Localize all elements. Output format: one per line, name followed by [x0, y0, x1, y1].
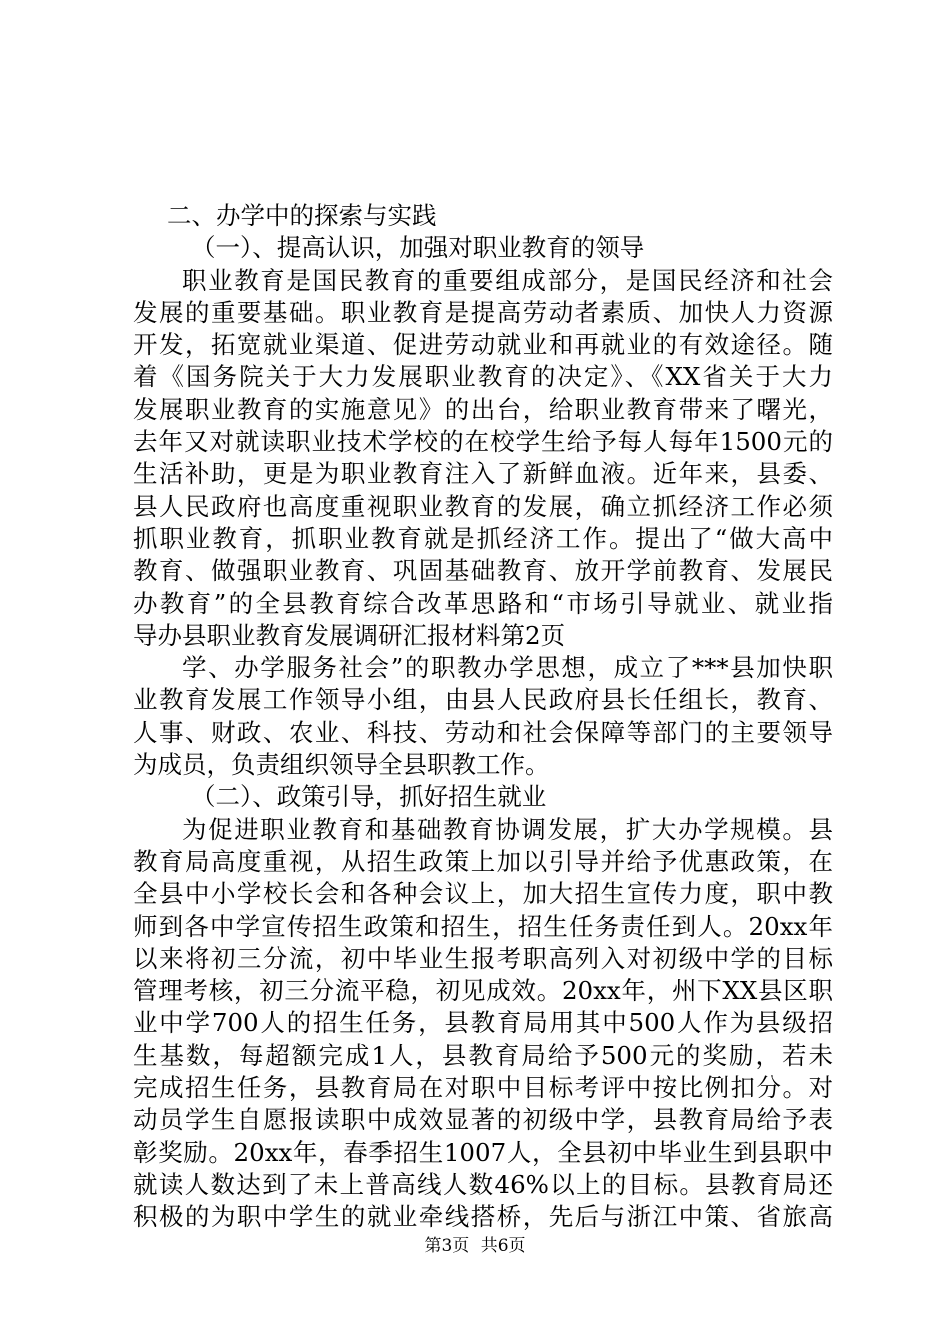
- text-line: 人事、财政、农业、科技、劳动和社会保障等部门的主要领导: [133, 717, 833, 747]
- page-number: 第3页: [424, 1236, 470, 1256]
- text-line: 业教育发展工作领导小组，由县人民政府县长任组长，教育、: [133, 685, 833, 715]
- document-body: [133, 200, 833, 1234]
- text-line: 彰奖励。20xx年，春季招生1007人，全县初中毕业生到县职中: [133, 1137, 833, 1167]
- text-line: 发展职业教育的实施意见》的出台，给职业教育带来了曙光，: [133, 394, 833, 424]
- text-line: （一）、提高认识，加强对职业教育的领导: [191, 233, 645, 263]
- text-line: 以来将初三分流，初中毕业生报考职高列入对初级中学的目标: [133, 943, 833, 973]
- text-line: 教育局高度重视，从招生政策上加以引导并给予优惠政策，在: [133, 846, 833, 876]
- text-line: 发展的重要基础。职业教育是提高劳动者素质、加快人力资源: [133, 297, 833, 327]
- text-line: 为成员，负责组织领导全县职教工作。: [133, 750, 550, 780]
- text-line: 去年又对就读职业技术学校的在校学生给予每人每年1500元的: [133, 427, 833, 457]
- text-line: 业中学700人的招生任务，县教育局用其中500人作为县级招: [133, 1008, 833, 1038]
- text-line: 师到各中学宣传招生政策和招生，招生任务责任到人。20xx年: [133, 911, 833, 941]
- text-line: 就读人数达到了未上普高线人数46%以上的目标。县教育局还: [133, 1169, 833, 1199]
- text-line: 生基数，每超额完成1人，县教育局给予500元的奖励，若未: [133, 1040, 833, 1070]
- page-footer: [0, 1235, 950, 1257]
- text-line: 抓职业教育，抓职业教育就是抓经济工作。提出了“做大高中: [133, 523, 833, 553]
- text-line: （二）、政策引导，抓好招生就业: [191, 782, 547, 812]
- text-line: 积极的为职中学生的就业牵线搭桥，先后与浙江中策、省旅高: [133, 1202, 833, 1232]
- text-line: 二、办学中的探索与实践: [167, 201, 437, 230]
- text-line: 为促进职业教育和基础教育协调发展，扩大办学规模。县: [182, 814, 833, 844]
- page-total: 共6页: [480, 1236, 526, 1256]
- text-line: 完成招生任务，县教育局在对职中目标考评中按比例扣分。对: [133, 1073, 833, 1103]
- text-line: 着《国务院关于大力发展职业教育的决定》、《XX省关于大力: [133, 362, 833, 392]
- text-line: 办教育”的全县教育综合改革思路和“市场引导就业、就业指: [133, 588, 833, 618]
- text-line: 管理考核，初三分流平稳，初见成效。20xx年，州下XX县区职: [133, 976, 833, 1006]
- text-line: 学、办学服务社会”的职教办学思想，成立了***县加快职: [182, 653, 833, 683]
- text-line: 开发，拓宽就业渠道、促进劳动就业和再就业的有效途径。随: [133, 330, 833, 360]
- text-line: 县人民政府也高度重视职业教育的发展，确立抓经济工作必须: [133, 491, 833, 521]
- text-line: 全县中小学校长会和各种会议上，加大招生宣传力度，职中教: [133, 879, 833, 909]
- text-line: 导办县职业教育发展调研汇报材料第2页: [133, 620, 566, 650]
- text-line: 职业教育是国民教育的重要组成部分，是国民经济和社会: [182, 265, 833, 295]
- text-line: 动员学生自愿报读职中成效显著的初级中学，县教育局给予表: [133, 1105, 833, 1135]
- text-line: 生活补助，更是为职业教育注入了新鲜血液。近年来，县委、: [133, 459, 833, 489]
- text-line: 教育、做强职业教育、巩固基础教育、放开学前教育、发展民: [133, 556, 833, 586]
